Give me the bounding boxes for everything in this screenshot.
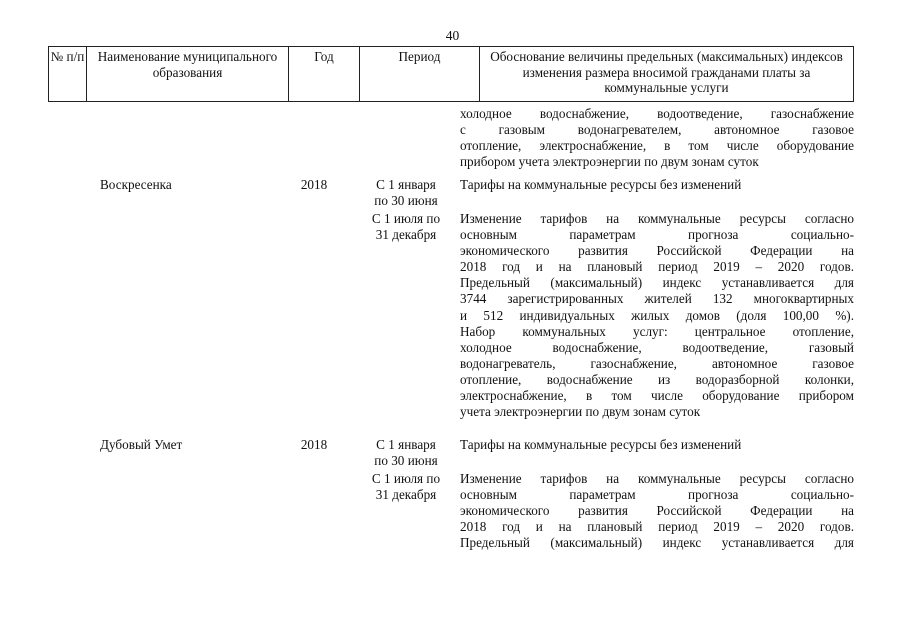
text-line: и 512 индивидуальных жилых домов (доля 100,00 %). — [460, 307, 854, 323]
basis-first-half: Тарифы на коммунальные ресурсы без изменений — [460, 177, 742, 192]
period-line: по 30 июня — [374, 453, 438, 469]
municipality-name: Воскресенка — [100, 177, 172, 192]
text-line: отопление, электроснабжение, в том числе оборудование — [460, 138, 854, 154]
municipality-name: Дубовый Умет — [100, 437, 183, 452]
text-line: Изменение тарифов на коммунальные ресурсы согласно — [460, 471, 854, 486]
text-line: Набор коммунальных услуг: центральное отопление, — [460, 323, 854, 339]
text-line: Предельный (максимальный) индекс устанавливается для — [460, 275, 854, 291]
text-line: основным параметрам прогноза социально- — [460, 227, 854, 243]
period-first-half — [360, 177, 452, 209]
basis-second-half — [460, 211, 854, 420]
period-line: 31 декабря — [375, 487, 437, 503]
period-first-half — [360, 437, 452, 469]
text-line: водонагреватель, газоснабжение, автономное газовое — [460, 355, 854, 371]
text-line: основным параметрам прогноза социально- — [460, 487, 854, 503]
period-second-half — [360, 211, 452, 243]
basis-first-half: Тарифы на коммунальные ресурсы без изменений — [460, 437, 742, 452]
text-line: 2018 год и на плановый период 2019 – 2020 годов. — [460, 259, 854, 275]
header-year: Год — [289, 47, 360, 101]
header-municipality: Наименование муниципального образования — [87, 47, 289, 101]
text-line: Изменение тарифов на коммунальные ресурсы согласно — [460, 211, 854, 226]
text-line: экономического развития Российской Федерации на — [460, 243, 854, 259]
header-period: Период — [360, 47, 480, 101]
continuation-text — [460, 106, 854, 170]
text-line: электроснабжение, в том числе оборудование прибором — [460, 388, 854, 404]
text-line: прибором учета электроэнергии по двум зонам суток — [460, 154, 759, 170]
period-line: С 1 июля по — [371, 211, 441, 226]
year: 2018 — [300, 437, 328, 452]
text-line: холодное водоснабжение, водоотведение, газоснабжение — [460, 106, 854, 121]
period-line: С 1 января — [376, 177, 436, 192]
text-line: экономического развития Российской Федерации на — [460, 503, 854, 519]
table-header — [48, 46, 854, 102]
text-line: 3744 зарегистрированных жителей 132 многоквартирных — [460, 291, 854, 307]
text-line: холодное водоснабжение, водоотведение, газовый — [460, 339, 854, 355]
basis-second-half — [460, 471, 854, 551]
text-line: 2018 год и на плановый период 2019 – 2020 годов. — [460, 519, 854, 535]
text-line: с газовым водонагревателем, автономное газовое — [460, 122, 854, 138]
text-line: Предельный (максимальный) индекс устанавливается для — [460, 535, 854, 551]
text-line: учета электроэнергии по двум зонам суток — [460, 404, 701, 420]
period-line: по 30 июня — [374, 193, 438, 209]
year: 2018 — [300, 177, 328, 192]
header-number: № п/п — [49, 47, 87, 101]
period-line: С 1 июля по — [371, 471, 441, 486]
period-line: 31 декабря — [375, 227, 437, 243]
period-line: С 1 января — [376, 437, 436, 452]
page-number: 40 — [445, 28, 460, 43]
period-second-half — [360, 471, 452, 503]
header-basis: Обоснование величины предельных (максимальных) индексов изменения размера вносимой гражданами платы за коммунальные услуги — [490, 49, 843, 95]
text-line: отопление, водоснабжение из водоразборной колонки, — [460, 371, 854, 387]
